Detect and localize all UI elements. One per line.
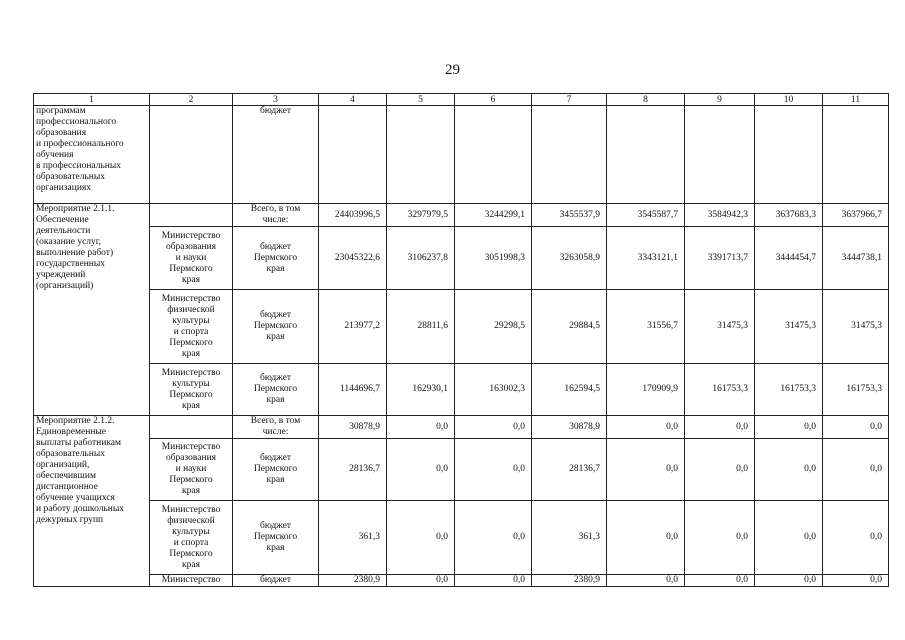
table-row (34, 575, 889, 587)
value-cell: 3343121,1 (607, 227, 685, 290)
source-cell: бюджет Пермского края (233, 364, 319, 416)
value-cell: 163002,3 (455, 364, 532, 416)
activity-name: Мероприятие 2.1.1. Обеспечение деятельности (оказание услуг, выполнение работ) государственных учреждений (организаций) (34, 204, 150, 416)
header-row (34, 94, 889, 106)
value-cell: 0,0 (755, 439, 823, 501)
value-cell: 31475,3 (823, 290, 889, 364)
value-cell: 0,0 (607, 575, 685, 587)
value-cell: 0,0 (823, 416, 889, 439)
value-cell: 0,0 (823, 439, 889, 501)
value-cell (755, 106, 823, 204)
value-cell: 0,0 (607, 501, 685, 575)
table-row (34, 364, 889, 416)
activity-name: Мероприятие 2.1.2. Единовременные выплаты работникам образовательных организаций, обеспечившим дистанционное обучение учащихся и работу дошкольных дежурных групп (34, 416, 150, 587)
value-cell: 0,0 (455, 416, 532, 439)
value-cell (823, 106, 889, 204)
value-cell: 29298,5 (455, 290, 532, 364)
column-header: 2 (150, 94, 233, 106)
value-cell: 170909,9 (607, 364, 685, 416)
agency-cell: Министерство культуры Пермского края (150, 364, 233, 416)
value-cell: 2380,9 (319, 575, 387, 587)
value-cell: 0,0 (755, 575, 823, 587)
value-cell (319, 106, 387, 204)
value-cell (387, 106, 455, 204)
value-cell: 3444738,1 (823, 227, 889, 290)
value-cell: 0,0 (685, 439, 755, 501)
value-cell: 30878,9 (532, 416, 607, 439)
value-cell: 162930,1 (387, 364, 455, 416)
value-cell: 161753,3 (685, 364, 755, 416)
value-cell: 162594,5 (532, 364, 607, 416)
table-row (34, 227, 889, 290)
value-cell: 3051998,3 (455, 227, 532, 290)
column-header: 9 (685, 94, 755, 106)
value-cell: 0,0 (455, 575, 532, 587)
agency-cell (150, 106, 233, 204)
value-cell: 0,0 (387, 575, 455, 587)
source-cell: Всего, в том числе: (233, 204, 319, 227)
value-cell (607, 106, 685, 204)
value-cell: 3455537,9 (532, 204, 607, 227)
value-cell: 2380,9 (532, 575, 607, 587)
source-cell: бюджет (233, 106, 319, 204)
value-cell: 31475,3 (755, 290, 823, 364)
value-cell: 361,3 (532, 501, 607, 575)
value-cell: 30878,9 (319, 416, 387, 439)
value-cell (455, 106, 532, 204)
value-cell: 0,0 (455, 501, 532, 575)
value-cell: 31556,7 (607, 290, 685, 364)
table-row (34, 439, 889, 501)
column-header: 6 (455, 94, 532, 106)
value-cell: 361,3 (319, 501, 387, 575)
value-cell: 28136,7 (319, 439, 387, 501)
value-cell: 28811,6 (387, 290, 455, 364)
column-header: 7 (532, 94, 607, 106)
source-cell: Всего, в том числе: (233, 416, 319, 439)
value-cell: 0,0 (685, 575, 755, 587)
value-cell: 0,0 (455, 439, 532, 501)
agency-cell: Министерство (150, 575, 233, 587)
value-cell: 0,0 (387, 416, 455, 439)
column-header: 3 (233, 94, 319, 106)
value-cell: 3297979,5 (387, 204, 455, 227)
value-cell: 3263058,9 (532, 227, 607, 290)
source-cell: бюджет Пермского края (233, 290, 319, 364)
page-number: 29 (445, 62, 460, 78)
column-header: 4 (319, 94, 387, 106)
value-cell: 29884,5 (532, 290, 607, 364)
value-cell: 23045322,6 (319, 227, 387, 290)
value-cell: 1144696,7 (319, 364, 387, 416)
agency-cell (150, 416, 233, 439)
value-cell: 0,0 (755, 501, 823, 575)
source-cell: бюджет Пермского края (233, 227, 319, 290)
value-cell (685, 106, 755, 204)
value-cell: 31475,3 (685, 290, 755, 364)
value-cell: 0,0 (387, 501, 455, 575)
value-cell: 0,0 (755, 416, 823, 439)
table-row (34, 290, 889, 364)
value-cell: 213977,2 (319, 290, 387, 364)
continuation-row (34, 106, 889, 204)
source-cell: бюджет Пермского края (233, 501, 319, 575)
value-cell: 3637683,3 (755, 204, 823, 227)
value-cell: 3244299,1 (455, 204, 532, 227)
value-cell (532, 106, 607, 204)
value-cell: 24403996,5 (319, 204, 387, 227)
value-cell: 3637966,7 (823, 204, 889, 227)
value-cell: 3545587,7 (607, 204, 685, 227)
budget-table (33, 93, 889, 587)
value-cell: 0,0 (823, 575, 889, 587)
value-cell: 0,0 (607, 416, 685, 439)
column-header: 5 (387, 94, 455, 106)
value-cell: 28136,7 (532, 439, 607, 501)
value-cell: 0,0 (387, 439, 455, 501)
value-cell: 161753,3 (755, 364, 823, 416)
total-row (34, 416, 889, 439)
column-header: 1 (34, 94, 150, 106)
source-cell: бюджет Пермского края (233, 439, 319, 501)
value-cell: 3106237,8 (387, 227, 455, 290)
total-row (34, 204, 889, 227)
value-cell: 3391713,7 (685, 227, 755, 290)
table-row (34, 501, 889, 575)
value-cell: 161753,3 (823, 364, 889, 416)
value-cell: 0,0 (823, 501, 889, 575)
agency-cell: Министерство физической культуры и спорта Пермского края (150, 501, 233, 575)
column-header: 8 (607, 94, 685, 106)
value-cell: 3444454,7 (755, 227, 823, 290)
column-header: 11 (823, 94, 889, 106)
agency-cell: Министерство образования и науки Пермского края (150, 439, 233, 501)
agency-cell: Министерство физической культуры и спорта Пермского края (150, 290, 233, 364)
agency-cell (150, 204, 233, 227)
value-cell: 0,0 (607, 439, 685, 501)
value-cell: 3584942,3 (685, 204, 755, 227)
source-cell: бюджет (233, 575, 319, 587)
value-cell: 0,0 (685, 416, 755, 439)
activity-name: программам профессионального образования и профессионального обучения в профессиональных образовательных организациях (34, 106, 150, 204)
agency-cell: Министерство образования и науки Пермского края (150, 227, 233, 290)
value-cell: 0,0 (685, 501, 755, 575)
column-header: 10 (755, 94, 823, 106)
